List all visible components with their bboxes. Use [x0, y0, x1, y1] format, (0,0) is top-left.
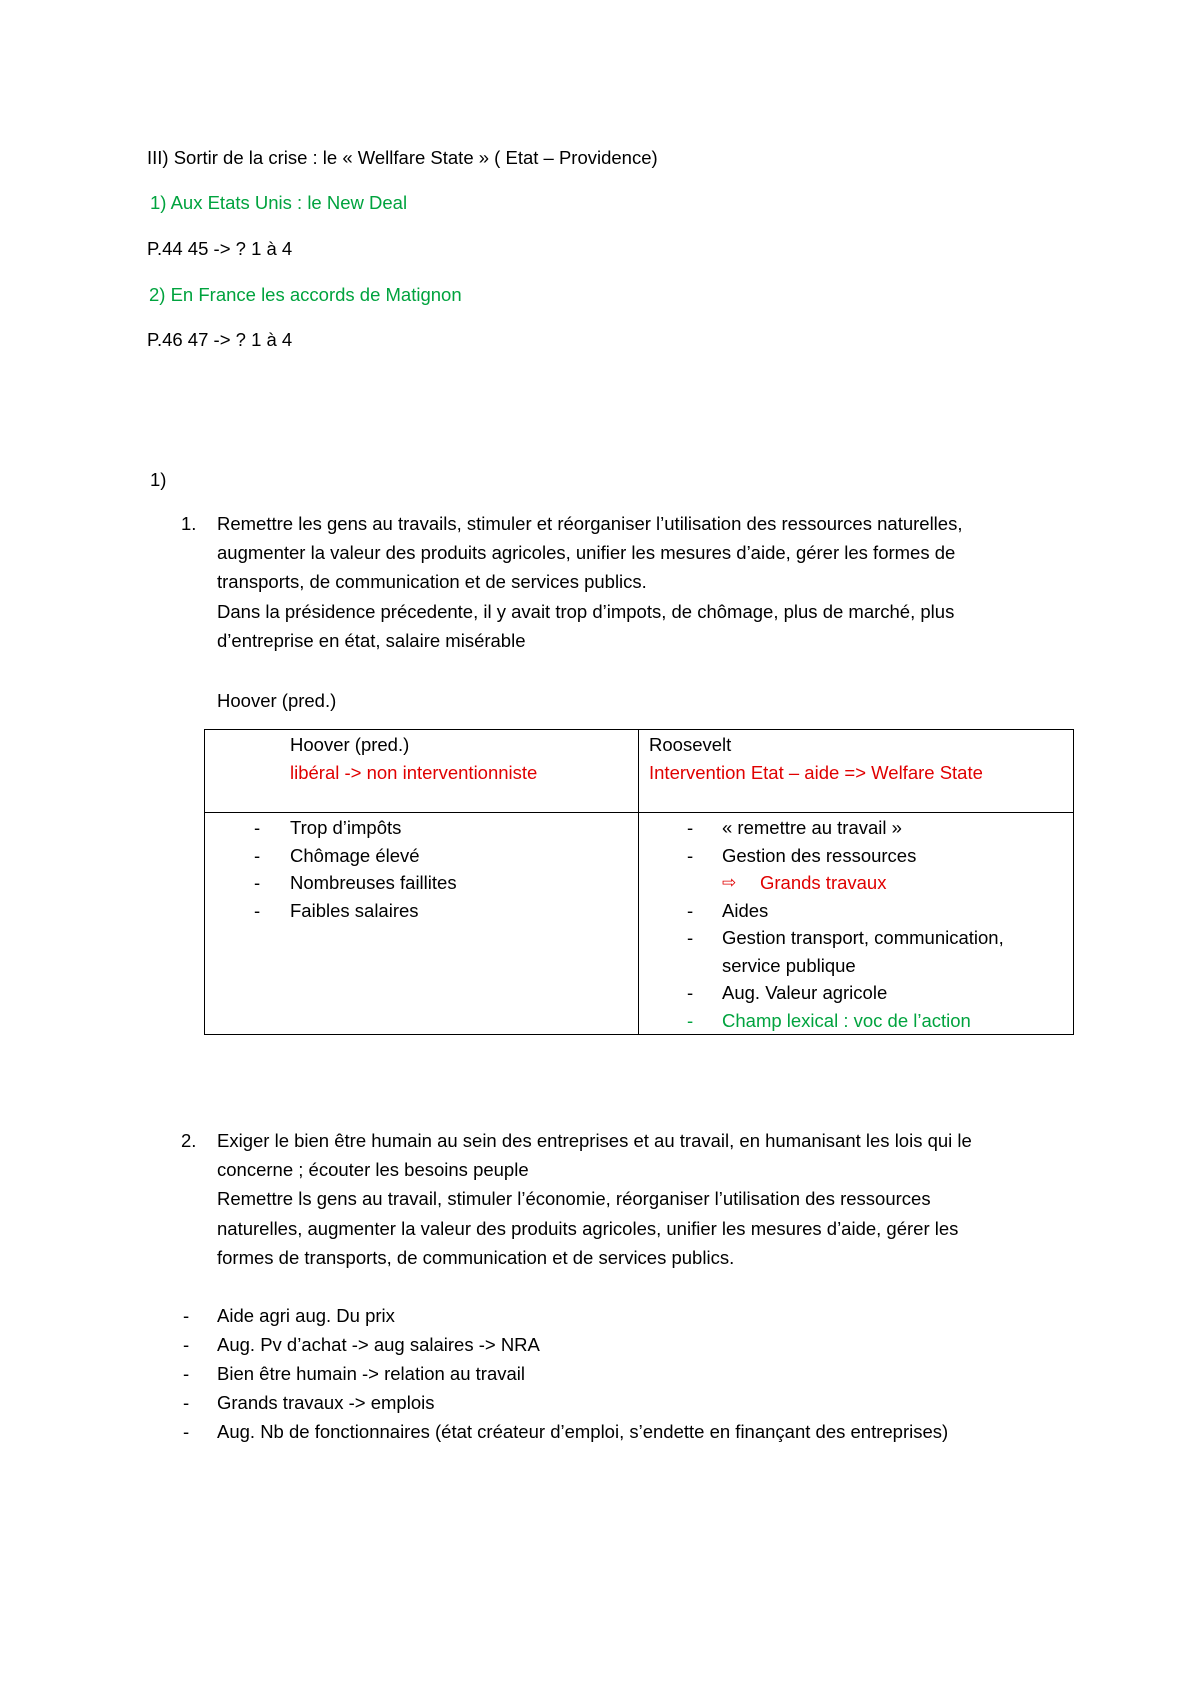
answer-1-line: Dans la présidence précedente, il y avait trop d’impots, de chômage, plus de marché, plus — [217, 600, 955, 622]
hoover-items-cell — [205, 813, 639, 1035]
answer-1-line: Remettre les gens au travails, stimuler et réorganiser l’utilisation des ressources naturelles, — [217, 513, 963, 534]
table-header-row — [205, 730, 1074, 813]
subsection-france-heading: 2) En France les accords de Matignon — [149, 284, 462, 305]
list-item: ⇨ Grands travaux — [639, 869, 1073, 897]
answer-2-line: Exiger le bien être humain au sein des entreprises et au travail, en humanisant les lois qui le — [217, 1130, 972, 1151]
answer-2-paragraph — [217, 1126, 972, 1272]
list-item: - Grands travaux -> emplois — [183, 1392, 435, 1413]
list-item: - Gestion transport, communication, service publique — [687, 927, 1004, 976]
answer-1-line: d’entreprise en état, salaire misérable — [217, 629, 526, 651]
list-number-1: 1. — [181, 513, 197, 534]
list-item: - Chômage élevé — [254, 844, 420, 866]
roosevelt-items-cell — [639, 813, 1074, 1035]
section-title: III) Sortir de la crise : le « Wellfare State » ( Etat – Providence) — [147, 147, 658, 168]
answer-1-line: augmenter la valeur des produits agricoles, unifier les mesures d’aide, gérer les formes de — [217, 542, 956, 564]
list-item: - Gestion des ressources — [687, 844, 917, 866]
hoover-list — [205, 814, 638, 924]
roosevelt-subheader: Intervention Etat – aide => Welfare State — [649, 761, 983, 783]
list-item: - Aug. Valeur agricole — [687, 982, 888, 1003]
answer-2-line: Remettre ls gens au travail, stimuler l’économie, réorganiser l’utilisation des ressources — [217, 1188, 931, 1210]
part-1-label: 1) — [150, 469, 167, 490]
table-body-row — [205, 813, 1074, 1035]
answer-2-line: concerne ; écouter les besoins peuple — [217, 1159, 529, 1181]
list-item: - Nombreuses faillites — [254, 872, 457, 893]
list-item: - Aides — [687, 899, 769, 921]
list-item: - Faibles salaires — [254, 899, 419, 921]
list-item: - Bien être humain -> relation au travail — [183, 1363, 525, 1384]
list-item: - Aug. Pv d’achat -> aug salaires -> NRA — [183, 1334, 540, 1355]
list-item: - « remettre au travail » — [687, 817, 902, 838]
answer-1-line: transports, de communication et de services publics. — [217, 571, 647, 593]
subsection-usa-heading: 1) Aux Etats Unis : le New Deal — [150, 192, 408, 213]
roosevelt-header-cell — [639, 730, 1074, 813]
list-item: - Trop d’impôts — [254, 817, 402, 838]
hoover-header-cell — [205, 730, 639, 813]
page-reference-2: P.46 47 -> ? 1 à 4 — [147, 329, 293, 350]
list-item: - Champ lexical : voc de l’action — [687, 1009, 971, 1031]
hoover-header: Hoover (pred.) — [290, 734, 410, 755]
list-item: - Aide agri aug. Du prix — [183, 1305, 395, 1326]
hoover-subheader: libéral -> non interventionniste — [290, 761, 538, 783]
comparison-table — [204, 729, 1074, 1035]
hoover-caption: Hoover (pred.) — [217, 690, 337, 711]
page-reference-1: P.44 45 -> ? 1 à 4 — [147, 238, 293, 259]
roosevelt-list — [639, 814, 1073, 1034]
answer-2-line: formes de transports, de communication et de services publics. — [217, 1246, 735, 1268]
answer-2-line: naturelles, augmenter la valeur des produits agricoles, unifier les mesures d’aide, gérer les — [217, 1217, 959, 1239]
list-number-2: 2. — [181, 1130, 197, 1151]
arrow-right-icon: ⇨ — [722, 873, 737, 892]
answer-1-paragraph — [217, 509, 962, 655]
roosevelt-header: Roosevelt — [649, 734, 732, 755]
list-item: - Aug. Nb de fonctionnaires (état créateur d’emploi, s’endette en finançant des entreprises) — [183, 1421, 949, 1442]
summary-bullet-list — [148, 1301, 948, 1446]
